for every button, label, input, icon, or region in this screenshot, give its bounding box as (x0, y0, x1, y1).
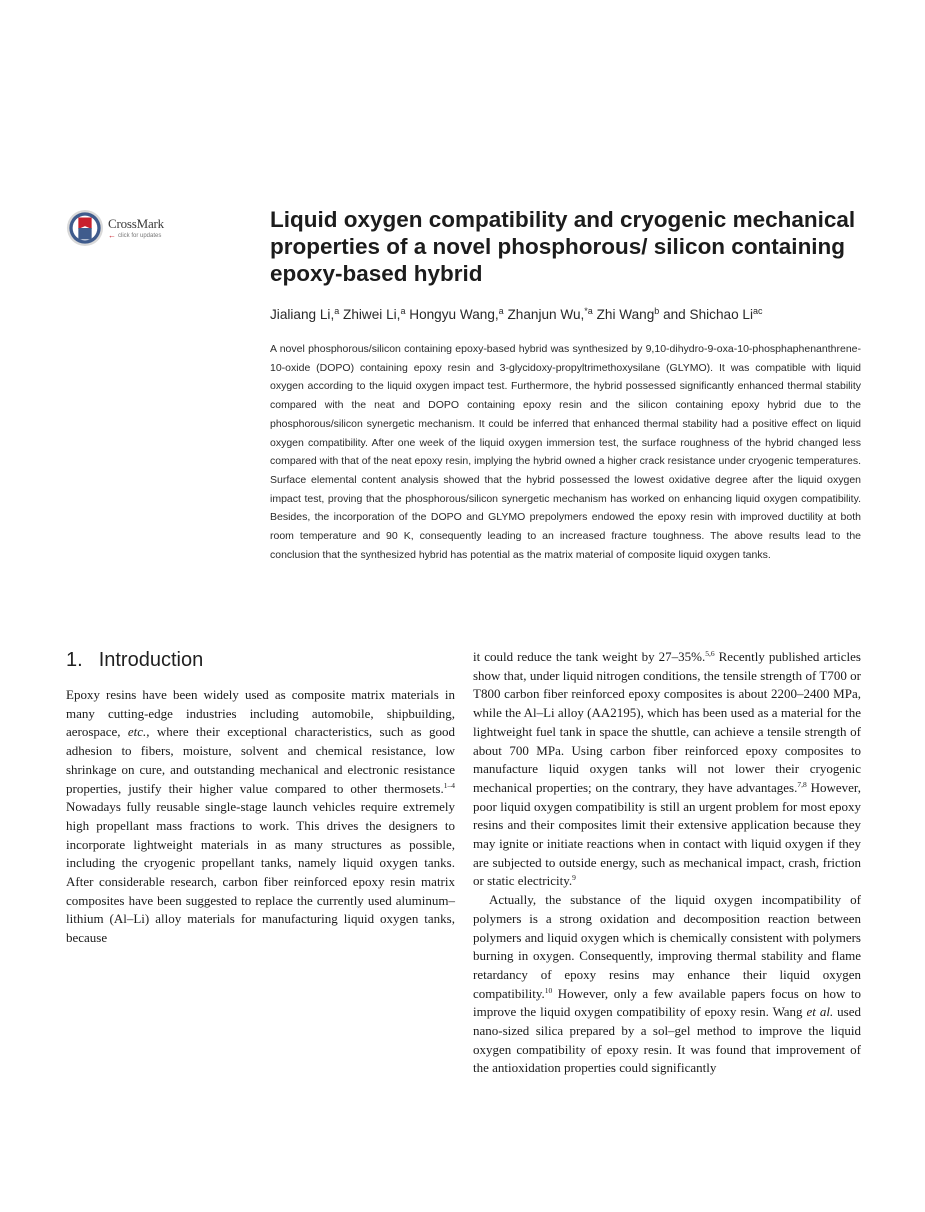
crossmark-name: CrossMark (108, 215, 164, 231)
citation[interactable]: 10 (544, 985, 553, 995)
body-paragraph: Actually, the substance of the liquid oxygen incompatibility of polymers is a strong oxidation and decomposition reaction between polymers and liquid oxygen which is chemically consistent with polymers burning in oxygen. Consequently, improving thermal stability and flame retardancy of epoxy resins may enhance their liquid oxygen compatibility.$^{10}$ However, only a few available papers focus on how to improve the liquid oxygen compatibility of epoxy resin. Wang et al. used nano-sized silica prepared by a sol–gel method to improve the liquid oxygen compatibility of epoxy resin. It was found that improvement of the antioxidation properties could significantly (473, 892, 861, 1076)
author-affiliation: b (654, 306, 660, 316)
arrow-left-icon: ← (108, 230, 116, 240)
body-column-right (473, 648, 861, 1078)
section-heading (66, 649, 203, 672)
author-affiliation: a (400, 306, 406, 316)
author-name[interactable]: Hongyu Wang, (409, 307, 499, 322)
abstract: A novel phosphorous/silicon containing epoxy-based hybrid was synthesized by 9,10-dihydro-9-oxa-10-phosphaphenanthrene-10-oxide (DOPO) containing epoxy resin and 3-glycidoxy-propyltrimethoxysilane (GLYMO). It was compatible with liquid oxygen according to the liquid oxygen impact test. Furthermore, the hybrid possessed significantly enhanced thermal stability compared with the neat and DOPO containing epoxy resin and the silicon containing epoxy hybrid due to the phosphorous/silicon synergetic mechanism. It could be inferred that enhanced thermal stability had a positive effect on liquid oxygen compatibility. After one week of the liquid oxygen immersion test, the surface roughness of the hybrid changed less compared with that of the neat epoxy resin, implying the hybrid owned a higher crack resistance under cryogenic temperatures. Surface elemental content analysis showed that the hybrid possessed the lowest oxidative degree after the liquid oxygen impact test, proving that the phosphorous/silicon synergetic mechanism has worked on enhancing liquid oxygen compatibility. Besides, the incorporation of the DOPO and GLYMO prepolymers endowed the epoxy resin with improved ductility at both room temperature and 90 K, consequently leading to an increased fracture toughness. The above results lead to the conclusion that the synthesized hybrid has potential as the matrix material of composite liquid oxygen tanks. (270, 343, 861, 561)
crossmark-icon (66, 209, 104, 247)
author-name[interactable]: Zhanjun Wu, (507, 307, 585, 322)
author-name[interactable]: Zhi Wang (596, 307, 655, 322)
author-name[interactable]: Zhiwei Li, (343, 307, 401, 322)
citation[interactable]: 5,6 (705, 649, 715, 658)
citation[interactable]: 9 (572, 873, 576, 883)
citation[interactable]: 1–4 (443, 780, 455, 790)
author-list (270, 307, 870, 322)
crossmark-logo[interactable] (66, 207, 196, 249)
and-word: and (663, 307, 686, 322)
body-paragraph: it could reduce the tank weight by 27–35%.$^{5,6}$ Recently published articles show that, under liquid nitrogen conditions, the tensile strength of T700 or T800 carbon fiber reinforced epoxy composites is about 2200–2400 MPa, while the Al–Li alloy (AA2195), which has been used as a material for the lightweight fuel tank in space the shuttle, can achieve a tensile strength of about 700 MPa. Using carbon fiber reinforced epoxy composites to manufacture liquid oxygen tanks will not lower their cryogenic mechanical properties; on the contrary, they have advantages.$^{7,8}$ However, poor liquid oxygen compatibility is still an urgent problem for most epoxy resins and their composites limit their extensive application because they may ignite or initiate reactions when in contact with liquid oxygen if they are subjected to outside energy, such as mechanical impact, crash, friction or static electricity.$^9$ (473, 649, 861, 889)
body-column-left (66, 686, 455, 948)
author-name[interactable]: Jialiang Li, (270, 307, 335, 322)
author-name[interactable]: Shichao Li (689, 307, 754, 322)
author-affiliation: *a (584, 306, 593, 316)
crossmark-subtitle: click for updates (118, 232, 162, 239)
section-title: Introduction (98, 649, 204, 671)
author-affiliation: a (334, 306, 340, 316)
section-number: 1. (66, 649, 83, 671)
body-paragraph: Epoxy resins have been widely used as composite matrix materials in many cutting-edge industries including automobile, shipbuilding, aerospace, etc., where their exceptional characteristics, such as good adhesion to fibers, moisture, solvent and chemical resistance, low shrinkage on cure, and outstanding mechanical and electronic resistance properties, justify their higher value compared to other thermosets.$^{1-4}$ Nowadays fully reusable single-stage launch vehicles require extremely high propellant mass fractions to work. This drives the designers to incorporate lightweight materials in as many structures as possible, including the cryogenic propellant tanks, namely liquid oxygen tanks. After considerable research, carbon fiber reinforced epoxy resin matrix composites have been suggested to replace the currently used aluminum–lithium (Al–Li) alloy materials for manufacturing liquid oxygen tanks, because (66, 687, 455, 946)
citation[interactable]: 7,8 (797, 779, 807, 789)
author-affiliation: ac (753, 306, 763, 316)
article-title: Liquid oxygen compatibility and cryogenic mechanical properties of a novel phosphorous/ silicon containing epoxy-based hybrid (270, 207, 856, 286)
author-affiliation: a (498, 306, 504, 316)
